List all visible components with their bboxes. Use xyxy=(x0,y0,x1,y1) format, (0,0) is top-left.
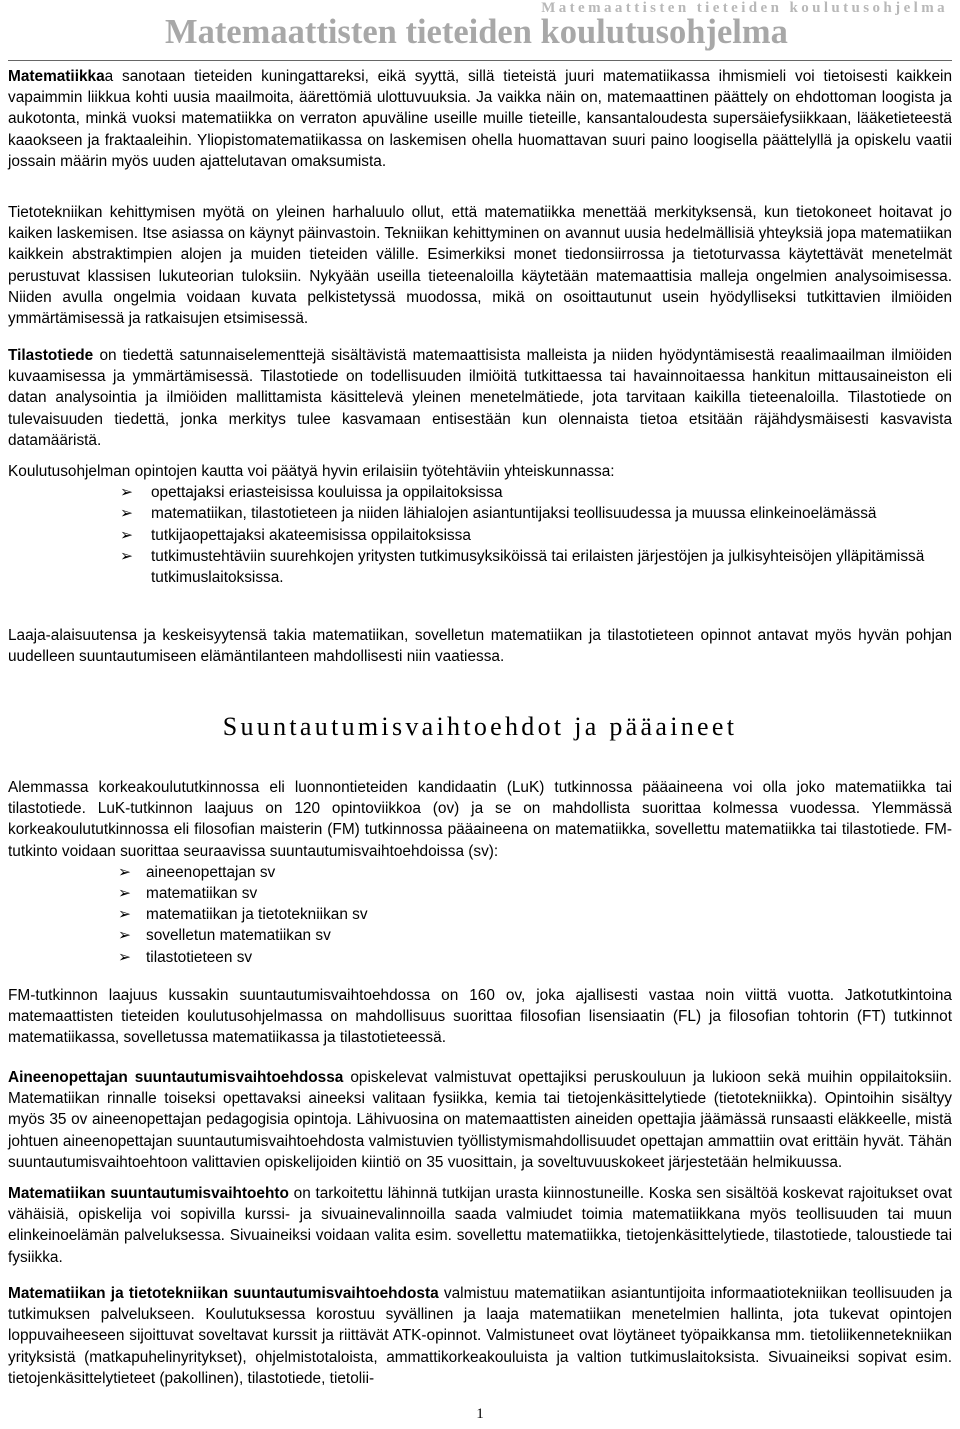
arrow-bullet-icon: ➢ xyxy=(118,948,131,966)
paragraph-text: Alemmassa korkeakoulututkinnossa eli luonnontieteiden kandidaatin (LuK) tutkinnossa pääaineena voi olla joko matematiikka tai tilastotiede. LuK-tutkinnon laajuus on 120 opintoviikkoa (ov) ja se on mahdollista suorittaa kolmessa vuodessa. Ylemmässä korkeakoulututkinnossa eli filosofian maisterin (FM) tutkinnossa pääaineena on matematiikka, sovellettu matematiikka tai tilastotiede. FM-tutkinto voidaan suorittaa seuraavissa suuntautumisvaihtoehdoissa (sv): xyxy=(8,779,952,860)
arrow-bullet-icon: ➢ xyxy=(120,505,133,523)
list-item: ➢ tutkijaopettajaksi akateemisissa oppilaitoksissa xyxy=(8,525,932,546)
section-heading: Suuntautumisvaihtoehdot ja pääaineet xyxy=(222,712,738,741)
arrow-bullet-icon: ➢ xyxy=(120,484,133,502)
paragraph-math-track xyxy=(8,1183,952,1268)
paragraph-degrees xyxy=(8,777,952,968)
paragraph-intro xyxy=(8,66,952,172)
arrow-bullet-icon: ➢ xyxy=(118,885,131,903)
paragraph-versatility xyxy=(8,625,952,667)
paragraph-fm-scope xyxy=(8,985,952,1049)
arrow-bullet-icon: ➢ xyxy=(120,526,133,544)
orientation-list xyxy=(8,862,952,968)
list-item: ➢ matematiikan, tilastotieteen ja niiden lähialojen asiantuntijaksi teollisuudessa ja muussa elinkeinoelämässä xyxy=(8,503,942,524)
paragraph-statistics xyxy=(8,345,952,451)
list-item: ➢ aineenopettajan sv xyxy=(8,862,952,883)
running-header: Matemaattisten tieteiden koulutusohjelma xyxy=(541,0,948,16)
arrow-bullet-icon: ➢ xyxy=(118,906,131,924)
paragraph-text: valmistuu matematiikan asiantuntijoita informaatiotekniikan teollisuuden ja tutkimuksen palvelukseen. Koulutuksessa korostuu syvällinen ja laaja matematiikan menetelmien hallinta, jota tukevat opintojen loppuvaiheeseen sijoittuvat soveltavat kurssit ja riittävät ATK-opinnot. Valmistuneet ovat löytäneet työpaikkansa mm. tietoliikennetekniikan yrityksistä (matkapuhelinyritykset), ohjelmistotaloista, ammattikorkeakouluista ja valtion tutkimuslaitoksista. Sivuaineiksi sopivat esim. tietojenkäsittelytieteet (pakollinen), tilastotiede, tietolii- xyxy=(8,1285,952,1387)
list-item: ➢ matematiikan sv xyxy=(8,883,952,904)
arrow-bullet-icon: ➢ xyxy=(120,547,133,565)
paragraph-careers xyxy=(8,461,952,588)
paragraph-it-track xyxy=(8,1283,952,1389)
header-rule xyxy=(8,60,952,61)
list-item: ➢ sovelletun matematiikan sv xyxy=(8,925,952,946)
lead-term: Aineenopettajan suuntautumisvaihtoehdossa xyxy=(8,1069,344,1086)
arrow-bullet-icon: ➢ xyxy=(118,863,131,881)
lead-term: Tilastotiede xyxy=(8,347,94,364)
paragraph-text: on tiedettä satunnaiselementtejä sisältävistä matemaattisista malleista ja niiden hyödyntämisestä reaalimaailman ilmiöiden kuvaamisessa ja ymmärtämisessä. Tilastotiede on todellisuuden ilmiöitä tutkittaessa tai havainnoitaessa hankitun mittausaineiston eli datan analysointia ja ilmiöiden mallittamista käsittelevä yleinen menetelmätiede, jota tarvitaan kaikilla tieteenaloilla. Tilastotiede on tulevaisuuden tiedettä, jonka merkitys tulee kasvamaan entisestään kun olennaista tietoa etsitään räjähdysmäisesti kasvavista datamääristä. xyxy=(8,347,952,449)
arrow-bullet-icon: ➢ xyxy=(118,927,131,945)
lead-term: Matematiikan ja tietotekniikan suuntautumisvaihtoehdosta xyxy=(8,1285,439,1302)
paragraph-text: Laaja-alaisuutensa ja keskeisyytensä takia matematiikan, sovelletun matematiikan ja tilastotieteen opinnot antavat myös hyvän pohjan uudelleen suuntautumiseen elämäntilanteen mahdollisesti niin vaatiessa. xyxy=(8,627,952,666)
list-item: ➢ matematiikan ja tietotekniikan sv xyxy=(8,904,952,925)
list-item: ➢ tutkimustehtäviin suurehkojen yritysten tutkimusyksiköissä tai erilaisten järjestöjen ja julkisyhteisöjen ylläpitämissä tutkimuslaitoksissa. xyxy=(120,547,925,587)
lead-term: Matematiikka xyxy=(8,68,105,85)
career-list xyxy=(8,482,952,588)
paragraph-technology xyxy=(8,202,952,329)
paragraph-text: opiskelevat valmistuvat opettajiksi peruskouluun ja lukioon sekä muihin oppilaitoksiin. Matematiikan rinnalle toiseksi opettavaksi aineeksi valitaan fysiikka, kemia tai tietojenkäsittelytiede (tietotekniikka). Opintoihin sisältyy myös 35 ov aineenopettajan pedagogisia opintoja. Lähivuosina on matemaattisten aineiden opettajia jäämässä runsaasti eläkkeelle, mistä johtuen aineenopettajan suuntautumisvaihtoehdosta valmistuvien työllistymismahdollisuudet opettajan ammattiin ovat erittäin hyvät. Tähän suuntautumisvaihtoehtoon valittavien opiskelijoiden kiintiö on 35 vuosittain, ja soveltuvuuskokeet järjestetään helmikuussa. xyxy=(8,1069,952,1171)
paragraph-text: on tarkoitettu lähinnä tutkijan urasta kiinnostuneille. Koska sen sisältöä koskevat rajoitukset ovat vähäisiä, opiskelija voi sopivilla kurssi- ja sivuainevalinnoilla saada valmiudet toimia matematiikkana myös teollisuuden tai muun elinkeinoelämän palveluksessa. Sivuaineiksi voidaan valita esim. sovellettu matematiikka, tietojenkäsittelytiede, tilastotiede, taloustiede tai fysiikka. xyxy=(8,1185,952,1266)
paragraph-teacher-track xyxy=(8,1067,952,1173)
page-number: 1 xyxy=(476,1406,484,1422)
paragraph-text: FM-tutkinnon laajuus kussakin suuntautumisvaihtoehdossa on 160 ov, joka ajallisesti vastaa noin viittä vuotta. Jatkotutkintoina matemaattisten tieteiden koulutusohjelmassa on mahdollisuus suorittaa filosofian lisensiaatin (FL) ja filosofian tohtorin (FT) tutkinnot matematiikassa, sovelletussa matematiikassa ja tilastotieteessä. xyxy=(8,987,952,1047)
paragraph-text: Koulutusohjelman opintojen kautta voi päätyä hyvin erilaisiin työtehtäviin yhteiskunnassa: xyxy=(8,463,615,480)
list-item: ➢ opettajaksi eriasteisissa kouluissa ja oppilaitoksissa xyxy=(8,482,932,503)
list-item: ➢ tilastotieteen sv xyxy=(8,947,952,968)
lead-term: Matematiikan suuntautumisvaihtoehto xyxy=(8,1185,289,1202)
paragraph-text: Tietotekniikan kehittymisen myötä on yleinen harhaluulo ollut, että matematiikka menettää merkityksensä, kun tietokoneet hoitavat jo kaiken laskemisen. Itse asiassa on käynyt päinvastoin. Tekniikan kehittyminen on avannut uusia hedelmällisiä yhteyksiä jopa matematiikan kaikkein abstraktimpien alojen ja muiden tieteiden välille. Esimerkiksi monet tiedonsiirrossa ja tietoturvassa käytettävät menetelmät perustuvat klassisen lukuteorian tuloksiin. Nykyään useilla tieteenaloilla käytetään matemaattisia malleja ongelmien analysoimisessa. Niiden avulla ongelmia voidaan kuvata pelkistetyssä muodossa, mikä on osoittautunut usein hyödylliseksi tutkittavien ilmiöiden ymmärtämisessä ja ratkaisujen etsimisessä. xyxy=(8,204,952,328)
page-title: Matemaattisten tieteiden koulutusohjelma xyxy=(165,13,788,51)
paragraph-text: a sanotaan tieteiden kuningattareksi, eikä syyttä, sillä tieteistä juuri matematiikassa ihmismieli voi tietoisesti kaikkein vapaimmin liikkua kohti uusia maailmoita, äärettömiä ulottuvuuksia. Ja vaikka näin on, matemaattinen päättely on ehdottoman loogista ja aukotonta, minkä vuoksi matematiikka on verraton apuväline useille muille tieteille, kansantaloudesta supersäiefysiikkaan, lääketieteestä kaaokseen ja fraktaaleihin. Yliopistomatematiikassa on laskemisen ohella huomattavan suuri paino loogisella päättelyllä ja opiskelu vaatii jossain määrin myös uuden ajattelutavan omaksumista. xyxy=(8,68,952,170)
